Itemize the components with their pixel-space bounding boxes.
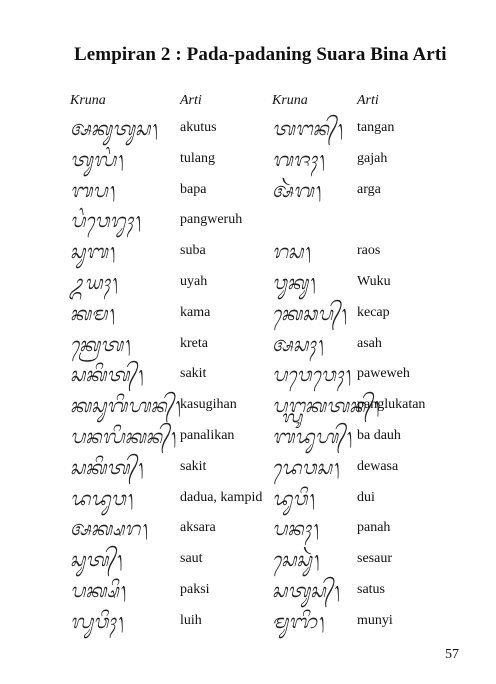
arti-cell: paweweh [357,366,410,382]
header-kruna-2: Kruna [272,93,308,108]
table-row [0,581,496,611]
arti-cell: luih [180,612,202,628]
arti-cell: sesaur [357,551,392,567]
kruna-script-image [70,427,176,447]
arti-cell: ba dauh [357,428,401,443]
table-row [0,365,496,395]
kruna-script-image [70,396,181,416]
kruna-script-image [272,458,339,478]
arti-cell: gajah [357,150,388,166]
table-row [0,396,496,426]
kruna-script-image [272,612,324,632]
table-row [0,427,496,457]
arti-cell: uyah [180,274,208,289]
arti-cell: panalikan [180,428,235,443]
kruna-script-image [70,489,133,509]
arti-cell: asah [357,335,382,351]
kruna-script-image [272,273,316,293]
arti-cell: aksara [180,520,216,536]
kruna-script-image [70,458,143,478]
table-row [0,211,496,241]
arti-cell: sakit [180,366,207,382]
page-number: 57 [445,647,459,662]
kruna-script-image [272,427,352,447]
arti-cell: kreta [180,335,208,351]
arti-cell: bapa [180,181,207,197]
kruna-script-image [70,335,131,355]
arti-cell: sakit [180,458,207,474]
kruna-script-image [70,612,124,632]
table-row [0,550,496,580]
kruna-script-image [272,119,343,139]
kruna-script-image [272,581,340,601]
kruna-script-image [70,519,148,539]
arti-cell: Wuku [357,274,391,289]
arti-cell: saut [180,551,203,567]
kruna-script-image [70,119,158,139]
kruna-script-image [272,150,325,170]
arti-cell: raos [357,243,381,259]
arti-cell: paksi [180,582,210,597]
kruna-script-image [272,335,324,355]
kruna-script-image [272,181,321,201]
arti-cell: akutus [180,120,217,135]
page-title: Lempiran 2 : Pada-padaning Suara Bina Arti [74,44,447,65]
table-row [0,242,496,272]
kruna-script-image [70,181,115,201]
arti-cell: tulang [180,150,215,166]
arti-cell: dui [357,489,375,505]
table-row [0,489,496,519]
arti-cell: panah [357,520,391,536]
table-row [0,335,496,365]
kruna-script-image [272,519,319,539]
kruna-script-image [70,304,115,324]
arti-cell: tangan [357,120,395,135]
kruna-script-image [70,211,141,231]
arti-cell: munyi [357,612,393,628]
arti-cell: dadua, kampid [180,489,263,505]
arti-cell: panglukatan [357,397,426,413]
arti-cell: arga [357,181,381,197]
table-row [0,458,496,488]
header-arti-1: Arti [180,93,202,108]
table-row [0,150,496,180]
arti-cell: satus [357,582,385,597]
kruna-script-image [70,550,122,570]
arti-cell: kasugihan [180,397,237,413]
arti-cell: suba [180,243,206,259]
kruna-script-image [272,489,315,509]
table-row [0,119,496,149]
arti-cell: kama [180,304,211,320]
table-row [0,519,496,549]
kruna-script-image [70,242,115,262]
table-row [0,181,496,211]
kruna-script-image [272,304,347,324]
arti-cell: kecap [357,304,390,320]
table-row [0,304,496,334]
kruna-script-image [70,273,118,293]
kruna-script-image [272,550,319,570]
table-row [0,612,496,642]
kruna-script-image [70,150,124,170]
arti-cell: pangweruh [180,212,243,228]
table-row [0,273,496,303]
kruna-script-image [70,581,126,601]
header-arti-2: Arti [357,93,379,108]
header-kruna-1: Kruna [70,93,106,108]
kruna-script-image [272,365,351,385]
arti-cell: dewasa [357,458,399,474]
kruna-script-image [70,365,143,385]
kruna-script-image [272,242,311,262]
